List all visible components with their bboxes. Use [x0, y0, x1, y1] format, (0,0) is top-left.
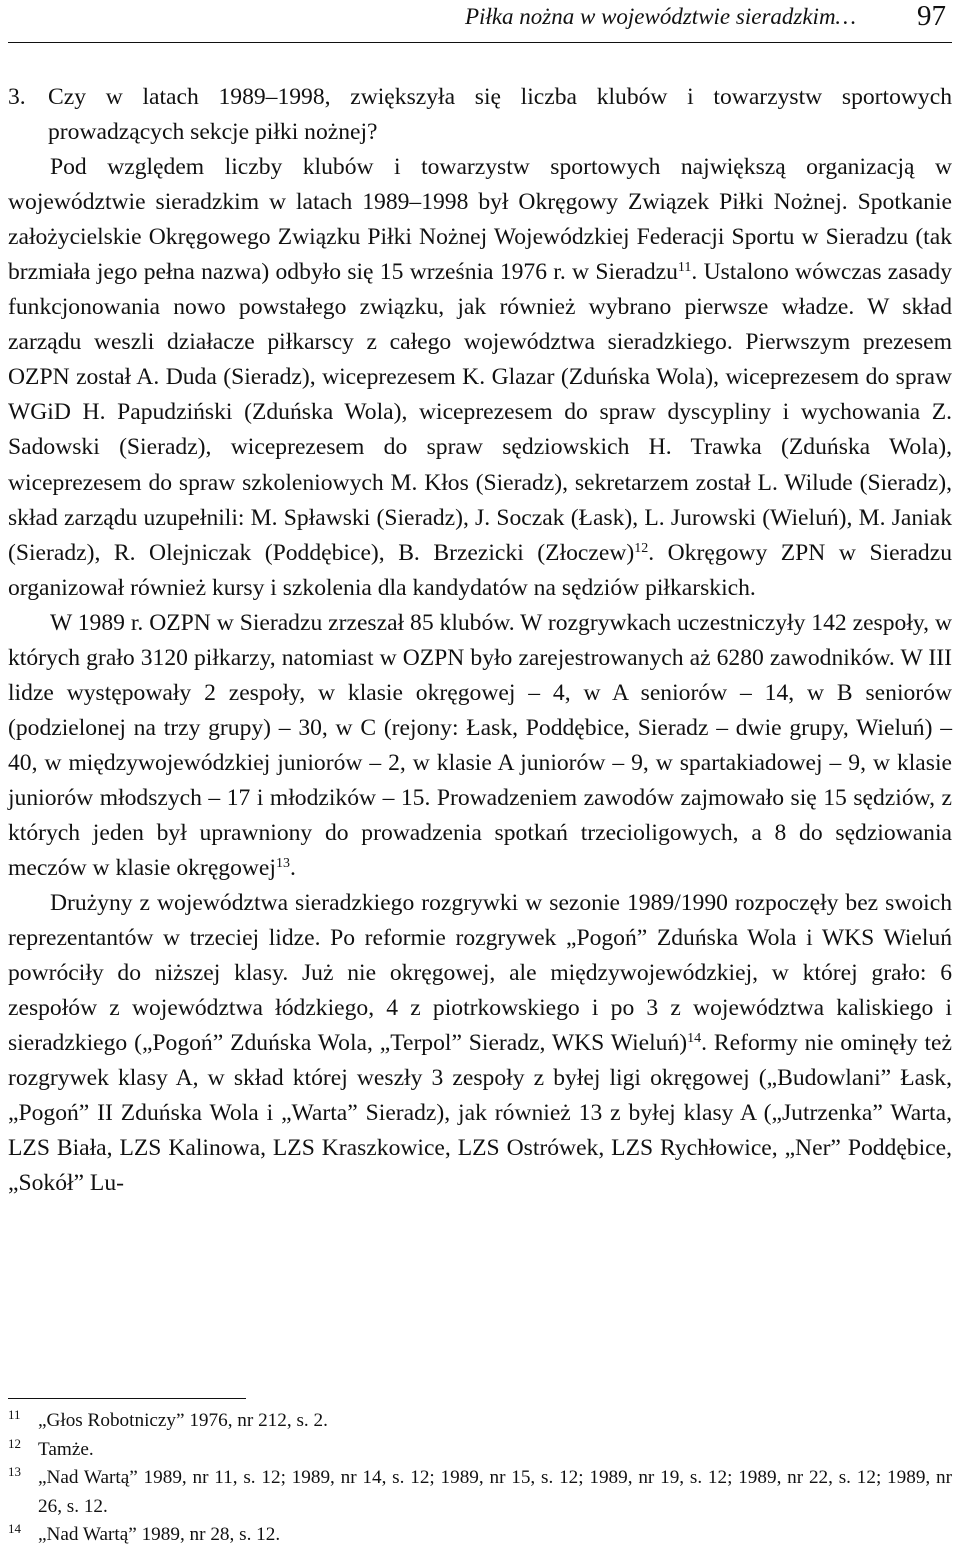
paragraph-season-1989-1990	[8, 886, 952, 1201]
footnote-text: „Nad Wartą” 1989, nr 28, s. 12.	[38, 1524, 281, 1545]
paragraph-text: . Ustalono wówczas zasady funkcjonowania nowo powstałego związku, jak również wybrano pierwsze władze. W skład zarządu weszli działacze piłkarscy z całego województwa sieradzkiego. Pierwszym prezesem OZPN został A. Duda (Sieradz), wiceprezesem K. Glazar (Zduńska Wola), wiceprezesem do spraw WGiD H. Papudziński (Zduńska Wola), wiceprezesem do spraw dyscypliny i wychowania Z. Sadowski (Sieradz), wiceprezesem do spraw sędziowskich H. Trawka (Zduńska Wola), wiceprezesem do spraw szkoleniowych M. Kłos (Sieradz), sekretarzem został L. Wilude (Sieradz), skład zarządu uzupełnili: M. Spławski (Sieradz), J. Soczak (Łask), L. Jurowski (Wieluń), M. Janiak (Sieradz), R. Olejniczak (Poddębice), B. Brzezicki (Złoczew)	[8, 259, 952, 566]
running-header-title: Piłka nożna w województwie sieradzkim…	[465, 4, 856, 29]
paragraph-text: . Reformy nie ominęły też rozgrywek klasy A, w skład której weszły 3 zespoły z byłej ligi okręgowej („Budowlani” Łask, „Pogoń” II Zduńska Wola i „Warta” Sieradz), jak również 13 z byłej klasy A („Jutrzenka” Warta, LZS Biała, LZS Kalinowa, LZS Kraszkowice, LZS Ostrówek, LZS Rychłowice, „Ner” Poddębice, „Sokół” Lu-	[8, 1030, 952, 1197]
footnote-separator	[8, 1398, 246, 1399]
paragraph-text: W 1989 r. OZPN w Sieradzu zrzeszał 85 klubów. W rozgrywkach uczestniczyły 142 zespoły, w których grało 3120 piłkarzy, natomiast w OZPN było zarejestrowanych aż 6280 zawodników. W III lidze występowały 2 zespoły, w klasie okręgowej – 4, w A seniorów – 14, w B seniorów (podzielonej na trzy grupy) – 30, w C (rejony: Łask, Poddębice, Sieradz – dwie grupy, Wieluń) – 40, w międzywojewódzkiej juniorów – 2, w klasie A juniorów – 9, w spartakiadowej – 9, w klasie juniorów młodszych – 17 i młodzików – 15. Prowadzeniem zawodów zajmowało się 15 sędziów, z których jeden był uprawniony do prowadzenia spotkań trzecioligowych, a 8 do sędziowania meczów w klasie okręgowej	[8, 609, 952, 882]
question-heading	[8, 80, 952, 150]
paragraph-text: . Okręgowy ZPN w Sieradzu organizował również kursy i szkolenia dla kandydatów na sędziów piłkarskich.	[8, 539, 952, 601]
footnote-11	[8, 1407, 952, 1436]
footnote-number: 11	[8, 1407, 21, 1422]
footnotes	[8, 1407, 952, 1550]
body-text	[8, 80, 952, 1202]
page-number: 97	[917, 0, 946, 32]
footnote-ref-14: 14	[687, 1031, 702, 1047]
footnote-text: „Głos Robotniczy” 1976, nr 212, s. 2.	[38, 1410, 328, 1431]
footnote-13	[8, 1464, 952, 1521]
footnote-text: „Nad Wartą” 1989, nr 11, s. 12; 1989, nr 14, s. 12; 1989, nr 15, s. 12; 1989, nr 19, s. 12; 1989, nr 22, s. 12; 1989, nr 26, s. 12.	[38, 1467, 952, 1517]
footnote-ref-11: 11	[677, 260, 692, 276]
paragraph-ozpn-founding	[8, 150, 952, 606]
footnote-number: 12	[8, 1435, 21, 1451]
running-header	[8, 0, 952, 43]
question-number: 3.	[8, 84, 26, 110]
paragraph-text: .	[289, 855, 296, 882]
paragraph-1989-stats	[8, 606, 952, 886]
footnote-number: 14	[8, 1521, 21, 1536]
footnote-ref-13: 13	[275, 856, 290, 872]
question-text: Czy w latach 1989–1998, zwiększyła się liczba klubów i towarzystw sportowych prowadzących sekcje piłki nożnej?	[48, 84, 952, 146]
footnote-text: Tamże.	[38, 1438, 94, 1460]
footnote-12	[8, 1436, 952, 1465]
footnote-14	[8, 1521, 952, 1550]
footnote-number: 13	[8, 1464, 21, 1479]
paragraph-text: Drużyny z województwa sieradzkiego rozgrywki w sezonie 1989/1990 rozpoczęły bez swoich reprezentantów w trzeciej lidze. Po reformie rozgrywek „Pogoń” Zduńska Wola i WKS Wieluń powróciły do niższej klasy. Już nie okręgowej, ale międzywojewódzkiej, w której grało: 6 zespołów z województwa łódzkiego, 4 z piotrkowskiego i po 3 z województwa kaliskiego i sieradzkiego („Pogoń” Zduńska Wola, „Terpol” Sieradz, WKS Wieluń)	[8, 890, 952, 1057]
footnote-ref-12: 12	[634, 540, 649, 556]
paragraph-text: Pod względem liczby klubów i towarzystw sportowych największą organizacją w województwie sieradzkim w latach 1989–1998 był Okręgowy Związek Piłki Nożnej. Spotkanie założycielskie Okręgowego Związku Piłki Nożnej Wojewódzkiej Federacji Sportu w Sieradzu (tak brzmiała jego pełna nazwa) odbyło się 15 września 1976 r. w Sieradzu	[8, 154, 952, 286]
